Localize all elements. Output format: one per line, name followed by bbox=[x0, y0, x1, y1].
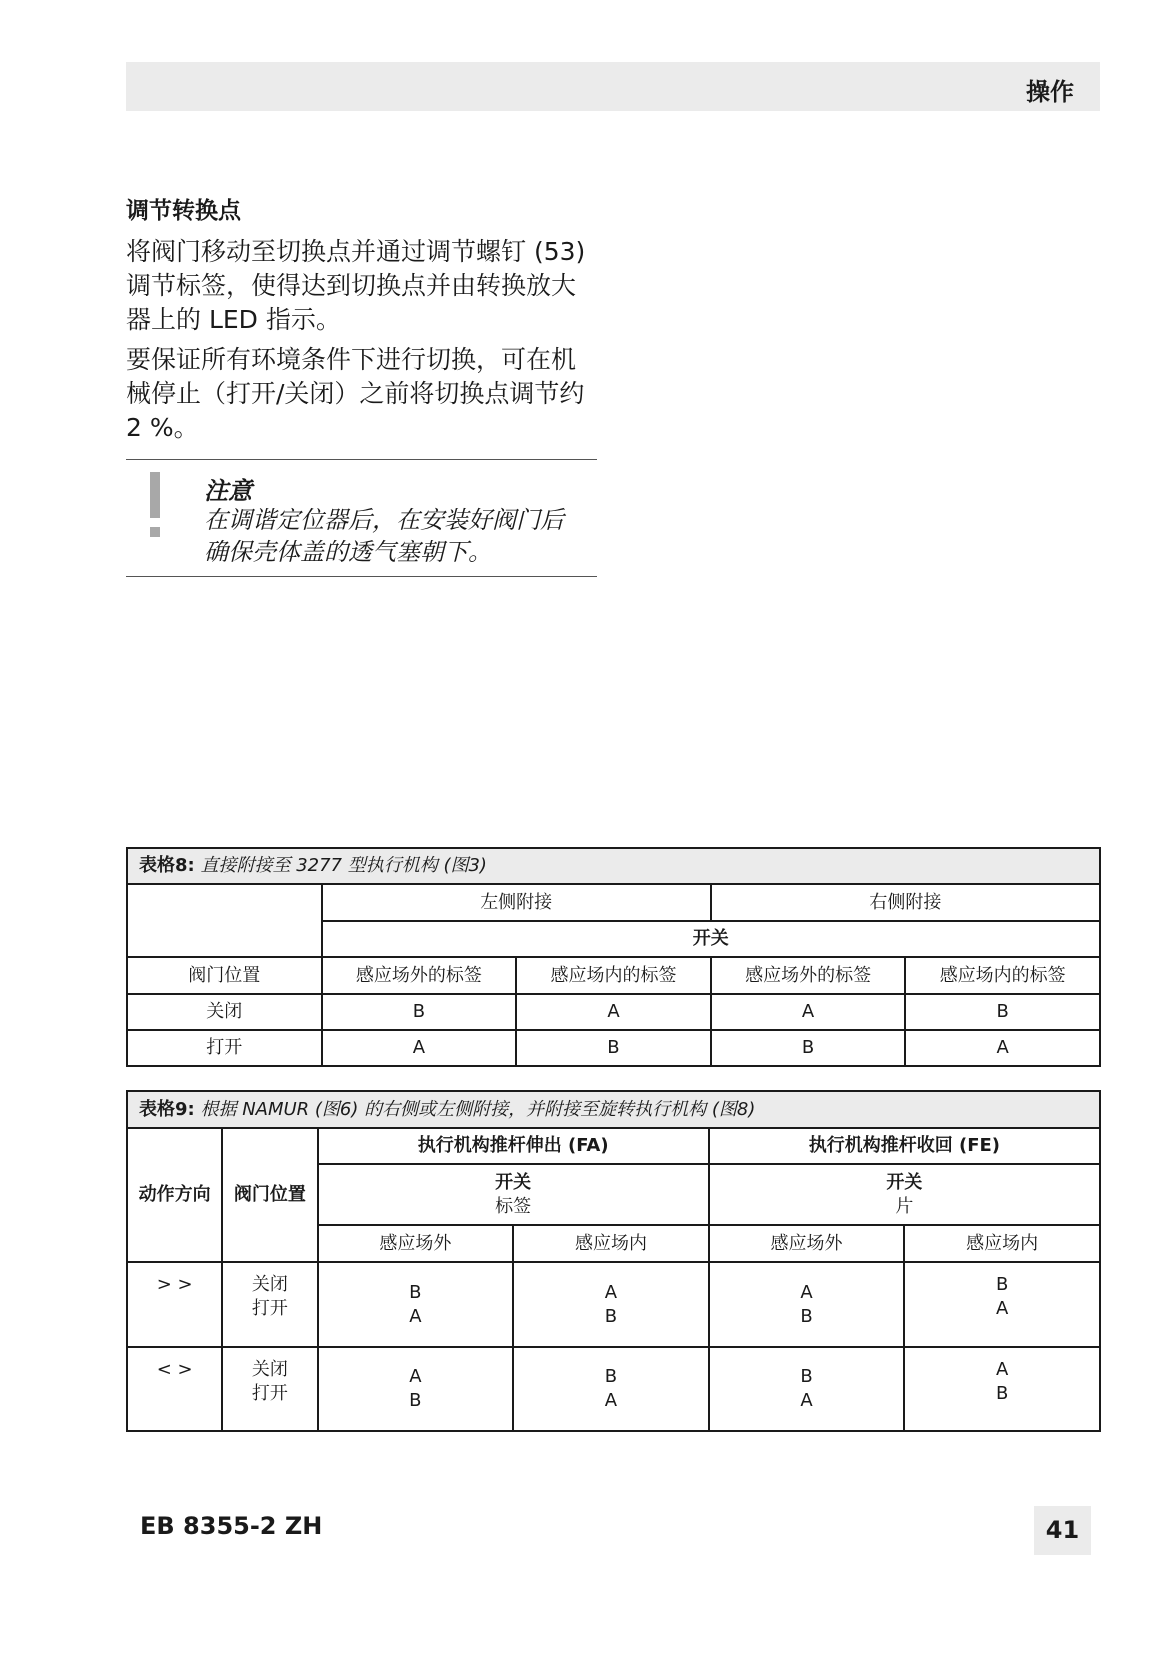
table-9-sub-header: 感应场外 bbox=[318, 1225, 514, 1262]
table-9-piece-label: 片 bbox=[895, 1195, 914, 1217]
notice-box bbox=[126, 459, 597, 577]
table-9-switch-cell-fe bbox=[709, 1164, 1100, 1225]
paragraph-1: 将阀门移动至切换点并通过调节螺钉 (53) 调节标签，使得达到切换点并由转换放大器上的 LED 指示。 bbox=[126, 237, 586, 334]
table-9-value: A bbox=[604, 1390, 618, 1411]
table-9-value: B bbox=[409, 1281, 422, 1303]
table-9-value: B bbox=[409, 1390, 422, 1411]
table-9-value: B bbox=[995, 1383, 1009, 1404]
table-9-fa-header: 执行机构推杆伸出 (FA) bbox=[318, 1128, 709, 1164]
table-8 bbox=[126, 847, 1101, 1067]
table-8-row-label: 打开 bbox=[127, 1030, 322, 1066]
table-8-right-header: 右侧附接 bbox=[711, 884, 1100, 921]
table-9-value: B bbox=[800, 1305, 813, 1327]
table-9-position-closed: 关闭 bbox=[251, 1274, 288, 1295]
table-9-sub-header: 感应场内 bbox=[904, 1225, 1100, 1262]
table-9-position-open: 打开 bbox=[251, 1298, 288, 1319]
table-9 bbox=[126, 1090, 1101, 1432]
table-9-valve-header: 阀门位置 bbox=[222, 1128, 317, 1262]
table-9-sub-header: 感应场外 bbox=[709, 1225, 905, 1262]
page-number: 41 bbox=[1045, 1516, 1080, 1544]
table-9-switch-label: 开关 bbox=[886, 1171, 923, 1193]
table-8-col-header: 感应场内的标签 bbox=[516, 957, 711, 994]
table-8-cell: B bbox=[711, 1030, 906, 1066]
table-8-col-header: 感应场内的标签 bbox=[905, 957, 1100, 994]
table-8-row-label: 关闭 bbox=[127, 994, 322, 1030]
table-9-value: A bbox=[996, 1298, 1009, 1319]
table-8-cell: B bbox=[322, 994, 517, 1030]
table-8-caption bbox=[127, 848, 1100, 884]
table-9-fe-header: 执行机构推杆收回 (FE) bbox=[709, 1128, 1100, 1164]
table-8-cell: A bbox=[516, 994, 711, 1030]
document-code: EB 8355-2 ZH bbox=[140, 1512, 323, 1540]
table-9-caption-text: 根据 NAMUR (图6) 的右侧或左侧附接，并附接至旋转执行机构 (图8) bbox=[200, 1098, 756, 1120]
table-9-caption-label: 表格9: bbox=[139, 1098, 195, 1120]
table-9-position-cell bbox=[222, 1347, 317, 1431]
table-8-corner-cell bbox=[127, 884, 322, 957]
table-9-value: A bbox=[996, 1359, 1009, 1380]
table-9-direction-cell: > > bbox=[127, 1262, 222, 1347]
table-9-value: A bbox=[800, 1390, 813, 1411]
table-9-direction-header: 动作方向 bbox=[127, 1128, 222, 1262]
table-8-col-header: 感应场外的标签 bbox=[711, 957, 906, 994]
table-9-cell bbox=[513, 1347, 709, 1431]
table-9-position-cell bbox=[222, 1262, 317, 1347]
table-9-cell bbox=[709, 1262, 905, 1347]
table-9-caption bbox=[127, 1091, 1100, 1128]
notice-title: 注意 bbox=[204, 477, 252, 505]
table-8-col-header: 感应场外的标签 bbox=[322, 957, 517, 994]
table-9-value: A bbox=[409, 1366, 422, 1387]
table-9-position-open: 打开 bbox=[251, 1383, 288, 1404]
table-9-cell bbox=[318, 1262, 514, 1347]
table-8-caption-text: 直接附接至 3277 型执行机构 (图3) bbox=[200, 855, 487, 876]
table-8-cell: A bbox=[905, 1030, 1100, 1066]
table-9-cell bbox=[709, 1347, 905, 1431]
table-8-cell: A bbox=[322, 1030, 517, 1066]
page-section-title: 操作 bbox=[1026, 78, 1074, 106]
exclamation-icon bbox=[148, 472, 162, 538]
table-9-cell bbox=[904, 1262, 1100, 1347]
table-9-value: B bbox=[995, 1274, 1009, 1295]
table-8-left-header: 左侧附接 bbox=[322, 884, 711, 921]
table-9-direction-cell: < > bbox=[127, 1347, 222, 1431]
table-9-value: B bbox=[604, 1305, 618, 1327]
paragraph-2: 要保证所有环境条件下进行切换，可在机械停止（打开/关闭）之前将切换点调节约 2 %。 bbox=[126, 345, 585, 442]
table-9-cell bbox=[513, 1262, 709, 1347]
table-8-caption-label: 表格8: bbox=[139, 855, 195, 876]
table-9-cell bbox=[318, 1347, 514, 1431]
table-9-value: A bbox=[604, 1281, 618, 1303]
table-9-tag-label: 标签 bbox=[495, 1195, 532, 1217]
table-8-cell: B bbox=[905, 994, 1100, 1030]
table-9-switch-cell-fa bbox=[318, 1164, 709, 1225]
section-heading: 调节转换点 bbox=[126, 198, 241, 224]
notice-body: 在调谐定位器后，在安装好阀门后确保壳体盖的透气塞朝下。 bbox=[204, 506, 564, 566]
table-9-sub-header: 感应场内 bbox=[513, 1225, 709, 1262]
header-bar bbox=[126, 62, 1100, 111]
table-9-value: A bbox=[409, 1305, 422, 1327]
page-number-box bbox=[1034, 1506, 1091, 1555]
table-8-row-header: 阀门位置 bbox=[127, 957, 322, 994]
table-9-cell bbox=[904, 1347, 1100, 1431]
table-8-cell: A bbox=[711, 994, 906, 1030]
table-9-value: A bbox=[800, 1281, 813, 1303]
table-8-switch-header: 开关 bbox=[322, 921, 1100, 957]
table-8-cell: B bbox=[516, 1030, 711, 1066]
table-9-position-closed: 关闭 bbox=[251, 1359, 288, 1380]
table-9-value: B bbox=[800, 1366, 813, 1387]
table-9-value: B bbox=[604, 1366, 618, 1387]
table-9-switch-label: 开关 bbox=[495, 1171, 532, 1193]
